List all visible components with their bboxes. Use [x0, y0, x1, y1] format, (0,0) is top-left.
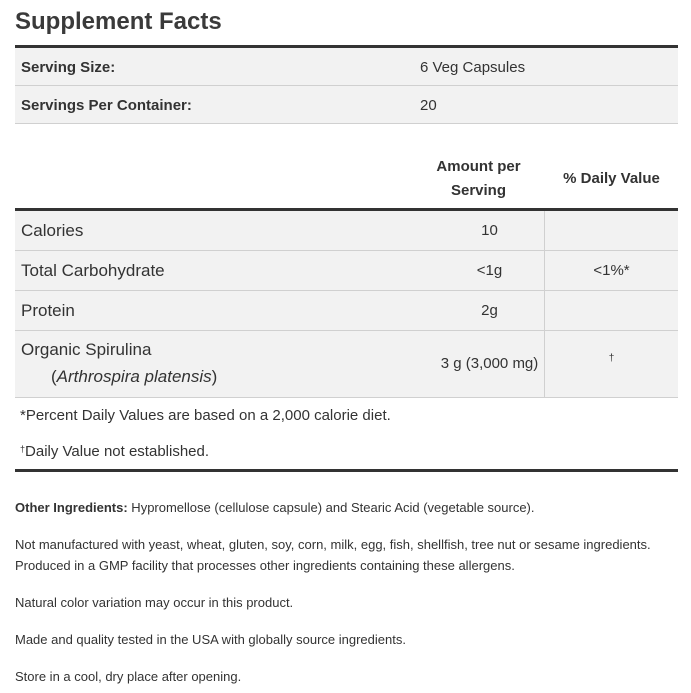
serving-size-row	[15, 48, 678, 86]
paren-open: (	[51, 367, 57, 386]
dagger-symbol: †	[20, 444, 26, 454]
nutrient-row	[15, 211, 678, 251]
nutrient-daily-value: †	[608, 353, 615, 364]
bottom-rule	[15, 469, 678, 472]
servings-per-container-label: Servings Per Container:	[21, 97, 192, 114]
other-ingredients-label: Other Ingredients:	[15, 500, 128, 515]
nutrient-botanical-name	[51, 367, 217, 387]
nutrient-name: Organic Spirulina	[21, 340, 152, 359]
nutrient-row	[15, 331, 678, 398]
serving-size-value: 6 Veg Capsules	[420, 59, 526, 76]
color-variation-note: Natural color variation may occur in this product.	[15, 595, 294, 610]
paren-close: )	[211, 367, 218, 386]
amount-header-line2: Serving	[450, 182, 507, 199]
serving-size-label: Serving Size:	[21, 59, 116, 76]
column-divider	[544, 331, 545, 397]
daily-value-header: % Daily Value	[563, 170, 660, 187]
other-ingredients-text: Hypromellose (cellulose capsule) and Stearic Acid (vegetable source).	[127, 500, 535, 515]
storage-note: Store in a cool, dry place after opening.	[15, 669, 242, 684]
nutrient-row	[15, 291, 678, 331]
nutrient-name: Calories	[21, 221, 84, 240]
dagger-note	[20, 443, 209, 460]
nutrient-row	[15, 251, 678, 291]
nutrient-amount: 2g	[481, 302, 498, 319]
amount-header-line1: Amount per	[436, 158, 521, 175]
nutrient-amount: <1g	[476, 262, 503, 279]
made-in-usa-note: Made and quality tested in the USA with globally source ingredients.	[15, 632, 406, 647]
botanical-name-italic: Arthrospira platensis	[56, 367, 212, 386]
nutrient-amount: 10	[481, 222, 498, 239]
dagger-note-text: Daily Value not established.	[25, 443, 210, 460]
amount-per-serving-header	[418, 155, 539, 203]
nutrient-amount: 3 g (3,000 mg)	[440, 355, 539, 372]
nutrient-name: Total Carbohydrate	[21, 261, 165, 280]
servings-per-container-row	[15, 86, 678, 124]
nutrient-name: Protein	[21, 301, 75, 320]
percent-daily-value-note: *Percent Daily Values are based on a 2,000 calorie diet.	[20, 407, 391, 424]
servings-per-container-value: 20	[420, 97, 437, 114]
other-ingredients	[15, 497, 675, 518]
column-divider	[544, 291, 545, 330]
panel-title: Supplement Facts	[15, 8, 222, 35]
column-divider	[544, 211, 545, 250]
allergen-statement: Not manufactured with yeast, wheat, gluten, soy, corn, milk, egg, fish, shellfish, tree nut or sesame ingredients. Produced in a GMP facility that processes other ingredients containing these allergens.	[15, 537, 651, 573]
nutrient-daily-value: <1%*	[593, 262, 630, 279]
